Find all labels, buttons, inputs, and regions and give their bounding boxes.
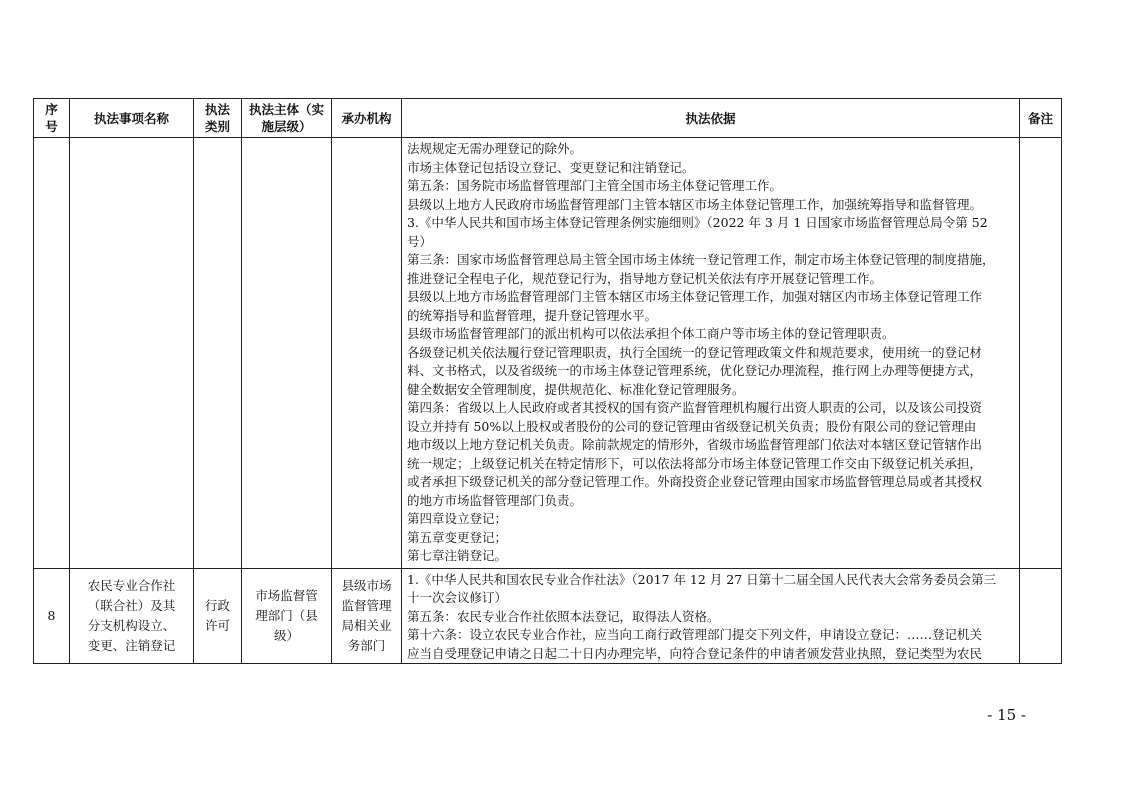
table-row-8	[34, 568, 1062, 664]
basis-line: 第七章注销登记。	[407, 548, 508, 563]
basis-line: 市场主体登记包括设立登记、变更登记和注销登记。	[407, 159, 695, 175]
cell-agency-continued	[332, 138, 402, 569]
cell-seq-continued	[34, 138, 70, 569]
basis-line: 第四条：省级以上人民政府或者其授权的国有资产监督管理机构履行出资人职责的公司，以及该公司投资	[407, 400, 983, 415]
cell-seq: 8	[34, 568, 70, 664]
basis-line: 应当自受理登记申请之日起二十日内办理完毕，向符合登记条件的申请者颁发营业执照，登记类型为农民	[407, 645, 983, 661]
basis-line: 第十六条：设立农民专业合作社，应当向工商行政管理部门提交下列文件，申请设立登记：……登记机关	[407, 627, 983, 642]
cell-item-name-continued	[70, 138, 194, 569]
header-agency: 承办机构	[332, 99, 402, 138]
cell-category-continued	[194, 138, 242, 569]
basis-line: 十一次会议修订）	[407, 590, 508, 605]
basis-line: 或者承担下级登记机关的部分登记管理工作。外商投资企业登记管理由国家市场监督管理总局或者其授权	[407, 474, 983, 489]
basis-line: 法规规定无需办理登记的除外。	[407, 141, 583, 156]
basis-line: 第五条：国务院市场监督管理部门主管全国市场主体登记管理工作。	[407, 178, 783, 193]
basis-line: 1.《中华人民共和国农民专业合作社法》（2017 年 12 月 27 日第十二届全国人民代表大会常务委员会第三	[407, 571, 997, 587]
basis-line: 第五条：农民专业合作社依照本法登记，取得法人资格。	[407, 608, 720, 624]
basis-line: 县级以上地方市场监督管理部门主管本辖区市场主体登记管理工作，加强对辖区内市场主体登记管理工作	[407, 289, 983, 304]
basis-line: 的地方市场监督管理部门负责。	[407, 492, 583, 508]
cell-remark	[1020, 568, 1062, 664]
cell-remark-continued	[1020, 138, 1062, 569]
header-remark: 备注	[1020, 99, 1062, 138]
cell-agency: 县级市场监督管理局相关业务部门	[332, 568, 402, 664]
basis-line: 各级登记机关依法履行登记管理职责，执行全国统一的登记管理政策文件和规范要求，使用统一的登记材	[407, 344, 983, 360]
enforcement-table	[33, 98, 1061, 680]
basis-line: 健全数据安全管理制度，提供规范化、标准化登记管理服务。	[407, 381, 745, 397]
basis-line: 推进登记全程电子化，规范登记行为，指导地方登记机关依法有序开展登记管理工作。	[407, 270, 883, 286]
basis-line: 料、文书格式，以及省级统一的市场主体登记管理系统，优化登记办理流程，推行网上办理等便捷方式，	[407, 363, 983, 378]
basis-line: 县级以上地方人民政府市场监督管理部门主管本辖区市场主体登记管理工作，加强统筹指导和监督管理。	[407, 196, 983, 212]
cell-subject-continued	[242, 138, 332, 569]
cell-subject: 市场监督管理部门（县级）	[242, 568, 332, 664]
basis-line: 的统筹指导和监督管理，提升登记管理水平。	[407, 307, 658, 323]
header-seq: 序号	[34, 99, 70, 138]
cell-category: 行政许可	[194, 568, 242, 664]
header-basis: 执法依据	[402, 99, 1020, 138]
basis-line: 第三条：国家市场监督管理总局主管全国市场主体统一登记管理工作，制定市场主体登记管理的制度措施，	[407, 252, 995, 267]
cell-item-name: 农民专业合作社（联合社）及其分支机构设立、变更、注销登记	[70, 568, 194, 664]
header-category: 执法类别	[194, 99, 242, 138]
basis-line: 设立并持有 50%以上股权或者股份的公司的登记管理由省级登记机关负责；股份有限公司的登记管理由	[407, 418, 977, 434]
basis-line: 地市级以上地方登记机关负责。除前款规定的情形外，省级市场监督管理部门依法对本辖区登记管辖作出	[407, 437, 983, 452]
header-item-name: 执法事项名称	[70, 99, 194, 138]
basis-line: 号）	[407, 233, 433, 249]
cell-basis	[402, 568, 1020, 664]
table-row-continued	[34, 138, 1062, 569]
header-subject: 执法主体（实施层级）	[242, 99, 332, 138]
basis-line: 统一规定；上级登记机关在特定情形下，可以依法将部分市场主体登记管理工作交由下级登记机关承担，	[407, 455, 983, 471]
basis-line: 第四章设立登记；	[407, 511, 508, 526]
basis-line: 3.《中华人民共和国市场主体登记管理条例实施细则》（2022 年 3 月 1 日国家市场监督管理总局令第 52	[407, 215, 988, 230]
header-row	[34, 99, 1062, 138]
basis-line: 县级市场监督管理部门的派出机构可以依法承担个体工商户等市场主体的登记管理职责。	[407, 326, 895, 341]
basis-line: 第五章变更登记；	[407, 529, 508, 545]
cell-basis-continued	[402, 138, 1020, 569]
page-number: - 15 -	[987, 706, 1026, 724]
